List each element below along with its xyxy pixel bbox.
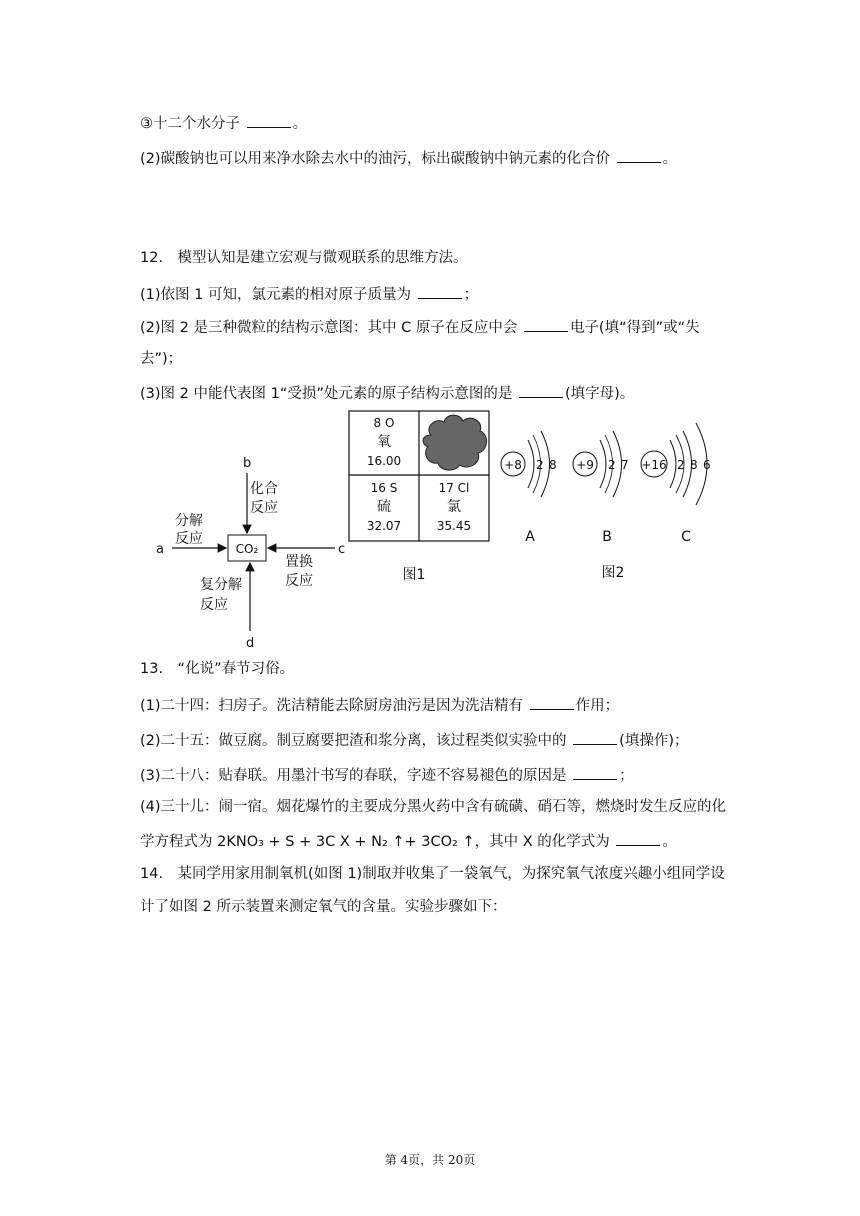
q12-p1-line: [140, 283, 478, 305]
co2-label: CO₂: [235, 542, 259, 556]
q13-p2-line: [140, 729, 688, 751]
q11-p2-end: 。: [662, 151, 678, 167]
atom-b-label: B: [602, 529, 612, 545]
q12-p3-text: (3)图 2 中能代表图 1“受损”处元素的原子结构示意图的是: [140, 386, 513, 402]
q13-p2-text: (2)二十五：做豆腐。制豆腐要把渣和浆分离，该过程类似实验中的: [140, 733, 567, 749]
answer-blank: [247, 112, 291, 128]
q11-item3-line: [140, 112, 307, 134]
cell-cl-name: 氯: [447, 499, 461, 515]
q12-p3-line: [140, 382, 634, 404]
label-c-2: 反应: [285, 573, 313, 589]
atom-a-shell-1: 2: [536, 458, 544, 472]
figure-2-caption: 图2: [601, 565, 625, 581]
atom-c: [641, 423, 711, 545]
cell-s-name: 硫: [377, 499, 391, 515]
atom-c-label: C: [681, 529, 691, 545]
damaged-cell-cloud-icon: [423, 415, 487, 470]
q13-p1-end: 作用；: [575, 698, 620, 714]
q12-p1-text: (1)依图 1 可知，氯元素的相对原子质量为: [140, 287, 411, 303]
q13-p4b-text: 学方程式为 2KNO₃ + S + 3C X + N₂ ↑+ 3CO₂ ↑，其中 X 的化学式为: [140, 834, 610, 850]
q12-stem: 12. 模型认知是建立宏观与微观联系的思维方法。: [140, 250, 468, 266]
atom-a-label: A: [525, 529, 535, 545]
q11-item3-text: ③十二个水分子: [140, 116, 240, 132]
atom-b-shell-2: 7: [621, 458, 629, 472]
label-a-2: 反应: [175, 531, 203, 547]
q14-line2: 计了如图 2 所示装置来测定氧气的含量。实验步骤如下：: [140, 899, 507, 915]
answer-blank: [418, 283, 462, 299]
q12-p2a-end: 电子(填“得到”或“失: [569, 320, 700, 336]
q13-p3-line: [140, 764, 634, 786]
answer-blank: [519, 382, 563, 398]
cell-o-top: 8 O: [373, 416, 395, 430]
cell-s-mass: 32.07: [366, 519, 402, 533]
q14-line1: 14. 某同学用家用制氧机(如图 1)制取并收集了一袋氧气，为探究氧气浓度兴趣小组同学设: [140, 866, 725, 882]
q13-p4b-line: [140, 830, 677, 852]
node-c: c: [338, 542, 346, 557]
label-b-2: 反应: [250, 500, 278, 516]
atom-c-shell-3: 6: [703, 458, 711, 472]
q11-p2-line: [140, 147, 677, 169]
atom-b-nucleus: +9: [576, 458, 594, 472]
atom-c-shell-2: 8: [690, 458, 698, 472]
answer-blank: [573, 764, 617, 780]
label-b-1: 化合: [250, 481, 278, 497]
q12-p3-end: (填字母)。: [564, 386, 635, 402]
cell-o-name: 氧: [377, 434, 391, 450]
node-b: b: [243, 456, 252, 471]
cell-s-top: 16 S: [370, 481, 398, 495]
atom-b: [573, 431, 629, 545]
cell-o-mass: 16.00: [366, 454, 402, 468]
q12-p2b: 去”)；: [140, 351, 183, 367]
label-d-1: 复分解: [200, 577, 242, 593]
answer-blank: [524, 316, 568, 332]
figure-1-periodic-table: [349, 411, 489, 583]
node-d: d: [246, 636, 255, 651]
q12-p1-end: ；: [463, 287, 479, 303]
page-footer: 第 4页，共 20页: [384, 1153, 476, 1167]
atom-a-nucleus: +8: [504, 458, 522, 472]
figures: [0, 405, 860, 655]
answer-blank: [617, 147, 661, 163]
q11-item3-end: 。: [292, 116, 308, 132]
q13-p3-end: ；: [619, 768, 634, 784]
cell-cl-top: 17 Cl: [438, 481, 470, 495]
q13-p4a: (4)三十儿：闹一宿。烟花爆竹的主要成分黑火药中含有硫磺、硝石等，燃烧时发生反应的化: [140, 799, 727, 815]
q12-p2a-line: [140, 316, 700, 338]
q13-p1-line: [140, 694, 619, 716]
figure-2-atom-diagrams: [501, 423, 711, 581]
label-a-1: 分解: [175, 513, 203, 529]
atom-b-shell-1: 2: [608, 458, 616, 472]
answer-blank: [616, 830, 660, 846]
answer-blank: [573, 729, 617, 745]
q13-p2-end: (填操作)；: [619, 733, 689, 749]
q13-p4b-end: 。: [662, 834, 677, 850]
atom-a: [501, 431, 557, 545]
q13-p3-text: (3)二十八：贴春联。用墨汁书写的春联，字迹不容易褪色的原因是: [140, 768, 567, 784]
answer-blank: [530, 694, 574, 710]
q12-p2a-text: (2)图 2 是三种微粒的结构示意图：其中 C 原子在反应中会: [140, 320, 518, 336]
atom-c-nucleus: +16: [641, 458, 667, 472]
node-a: a: [156, 542, 164, 557]
figure-1-caption: 图1: [402, 567, 426, 583]
q13-stem: 13. “化说”春节习俗。: [140, 661, 295, 677]
cell-cl-mass: 35.45: [436, 519, 472, 533]
atom-a-shell-2: 8: [549, 458, 557, 472]
q13-p1-text: (1)二十四：扫房子。洗洁精能去除厨房油污是因为洗洁精有: [140, 698, 524, 714]
label-d-2: 反应: [200, 597, 228, 613]
q11-p2-text: (2)碳酸钠也可以用来净水除去水中的油污，标出碳酸钠中钠元素的化合价: [140, 151, 611, 167]
label-c-1: 置换: [285, 554, 313, 570]
co2-reaction-diagram: [156, 456, 345, 651]
atom-c-shell-1: 2: [677, 458, 685, 472]
